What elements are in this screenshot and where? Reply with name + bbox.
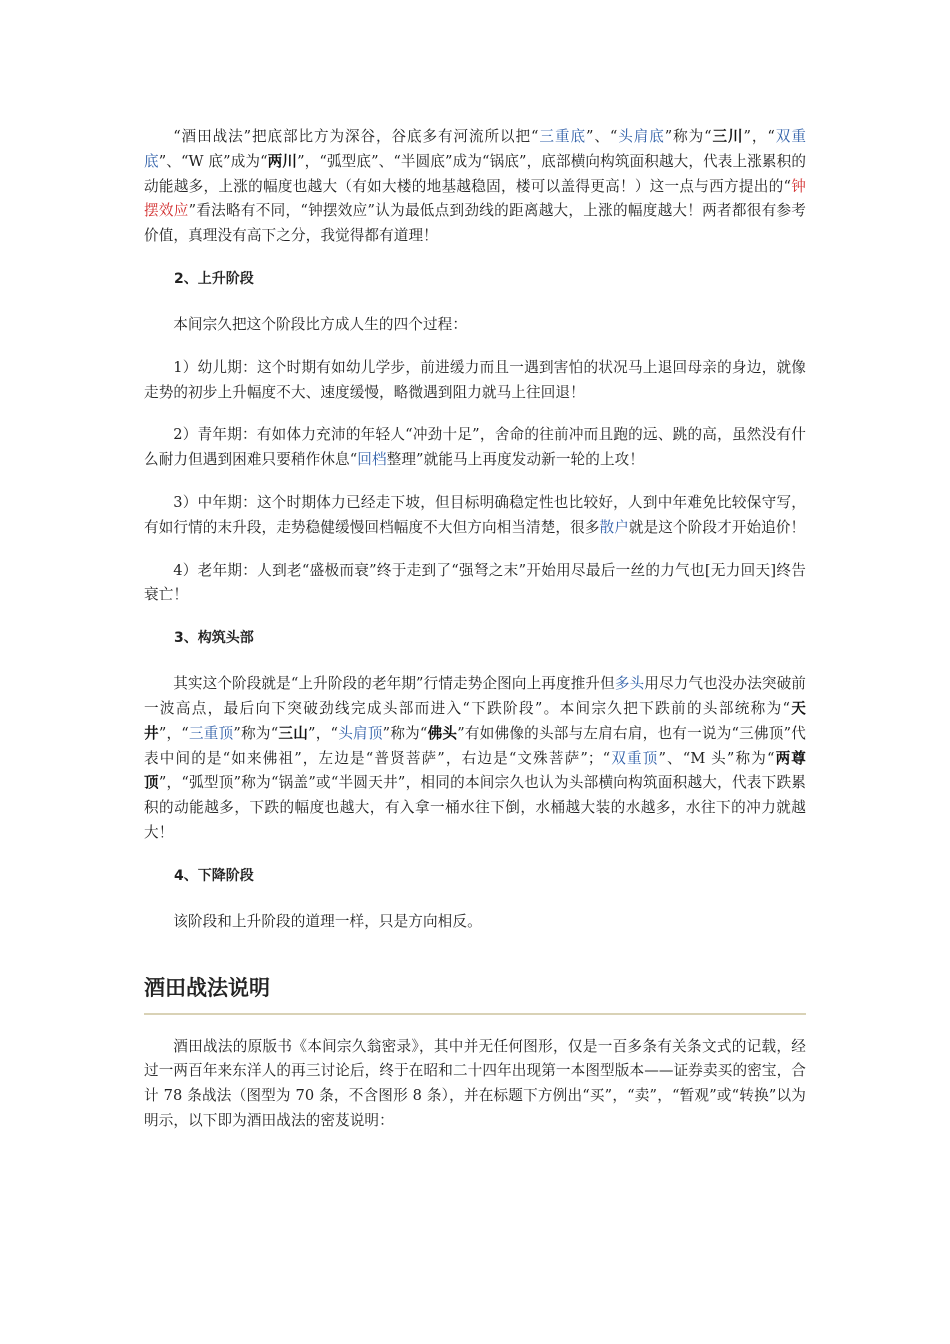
- paragraph-middle-age: [144, 491, 806, 541]
- link-pullback[interactable]: 回档: [357, 451, 387, 469]
- text-run: ”称为“: [382, 724, 428, 742]
- heading-rising-stage: 2、上升阶段: [174, 270, 254, 287]
- paragraph-youth: [144, 423, 806, 473]
- paragraph-old-age: 4）老年期：人到老“盛极而衰”终于走到了“强弩之末”开始用尽最后一丝的力气也[无力回天]终告衰亡！: [144, 561, 806, 604]
- text-run: ”，“: [743, 128, 775, 145]
- text-run: 其实这个阶段就是“上升阶段的老年期”行情走势企图向上再度推升但: [173, 675, 615, 693]
- text-run: ”、“W 底”成为“: [158, 152, 268, 170]
- link-triple-top[interactable]: 三重顶: [188, 724, 234, 742]
- link-head-shoulders-top[interactable]: 头肩顶: [338, 724, 383, 742]
- link-head-shoulders-bottom[interactable]: 头肩底: [617, 128, 665, 145]
- text-run: ”，“: [308, 724, 339, 742]
- term-buddha-head: 佛头: [427, 724, 458, 742]
- paragraph-falling: 该阶段和上升阶段的道理一样，只是方向相反。: [173, 912, 482, 930]
- link-double-top[interactable]: 双重顶: [610, 749, 659, 767]
- text-run: ”、“: [585, 128, 618, 145]
- term-ceiling: 天井: [144, 699, 806, 742]
- text-run: 2）青年期：有如体力充沛的年轻人“冲劲十足”，舍命的往前冲而且跑的远、跳的高，虽然没有什么耐力但遇到困难只要稍作休息“: [144, 426, 806, 469]
- paragraph-original-book: 酒田战法的原版书《本间宗久翁密录》，其中并无任何图形，仅是一百多条有关条文式的记载，经过一两百年来东洋人的再三讨论后，终于在昭和二十四年出现第一本图型版本——证券卖买的密宝，合计 78 条战法（图型为 70 条，不含图形 8 条），并在标题下方例出“买”，“卖”，“暂观”或“转换”以为明示，以下即为酒田战法的密芨说明：: [144, 1037, 806, 1129]
- term-two-statue-top: 两尊顶: [144, 749, 806, 792]
- text-run: ”，“弧型顶”称为“锅盖”或“半圆天井”，相同的本间宗久也认为头部横向构筑面积越大，代表下跌累积的动能越多，下跌的幅度也越大，有入拿一桶水往下倒，水桶越大装的水越多，水往下的冲力就越大！: [144, 774, 806, 841]
- paragraph-top-formation: [144, 672, 806, 846]
- text-run: ”，“: [158, 724, 189, 742]
- term-three-rivers: 三川: [711, 128, 744, 145]
- text-run: ”、“M 头”称为“: [658, 749, 775, 767]
- link-triple-bottom[interactable]: 三重底: [538, 128, 586, 145]
- link-retail-investor[interactable]: 散户: [599, 518, 629, 536]
- heading-falling-stage: 4、下降阶段: [174, 867, 254, 884]
- text-run: ”，“弧型底”、“半圆底”成为“锅底”，底部横向构筑面积越大，代表上涨累积的动能越多，上涨的幅度也越大（有如大楼的地基越稳固，楼可以盖得更高！）这一点与西方提出的“: [144, 152, 807, 195]
- text-run: 就是这个阶段才开始追价！: [628, 518, 806, 536]
- paragraph-four-stages-intro: 本间宗久把这个阶段比方成人生的四个过程：: [173, 315, 468, 333]
- paragraph-bottom-analogy: [144, 125, 806, 249]
- text-run: ”看法略有不同，“钟摆效应”认为最低点到劲线的距离越大，上涨的幅度越大！两者都很有参考价值，真理没有高下之分，我觉得都有道理！: [144, 202, 807, 245]
- link-bulls[interactable]: 多头: [614, 675, 645, 693]
- text-run: “酒田战法”把底部比方为深谷，谷底多有河流所以把“: [173, 128, 539, 145]
- text-run: 3）中年期：这个时期体力已经走下坡，但目标明确稳定性也比较好，人到中年难免比较保守写，有如行情的末升段，走势稳健缓慢回档幅度不大但方向相当清楚，很多: [144, 493, 806, 536]
- paragraph-infancy: 1）幼儿期：这个时期有如幼儿学步，前进缓力而且一遇到害怕的状况马上退回母亲的身边，就像走势的初步上升幅度不大、速度缓慢，略微遇到阻力就马上往回退！: [144, 358, 806, 401]
- text-run: ”有如佛像的头部与左肩右肩，也有一说为“三佛顶”代表中间的是“如来佛祖”，左边是“普贤菩萨”，右边是“文殊菩萨”；“: [144, 724, 806, 767]
- link-pendulum-effect[interactable]: 钟摆效应: [144, 177, 806, 220]
- section-title-sakata-explanation: 酒田战法说明: [144, 971, 806, 1015]
- link-double-bottom[interactable]: 双重底: [144, 128, 807, 170]
- term-two-rivers: 两川: [267, 152, 298, 170]
- text-run: 用尽力气也没办法突破前一波高点，最后向下突破劲线完成头部而进入“下跌阶段”。本间宗久把下跌前的头部统称为“: [144, 675, 807, 717]
- term-three-mountains: 三山: [278, 724, 309, 742]
- text-run: ”称为“: [233, 724, 279, 742]
- heading-building-top: 3、构筑头部: [174, 630, 254, 647]
- text-run: 整理”就能马上再度发动新一轮的上攻！: [386, 451, 645, 469]
- text-run: ”称为“: [664, 128, 712, 145]
